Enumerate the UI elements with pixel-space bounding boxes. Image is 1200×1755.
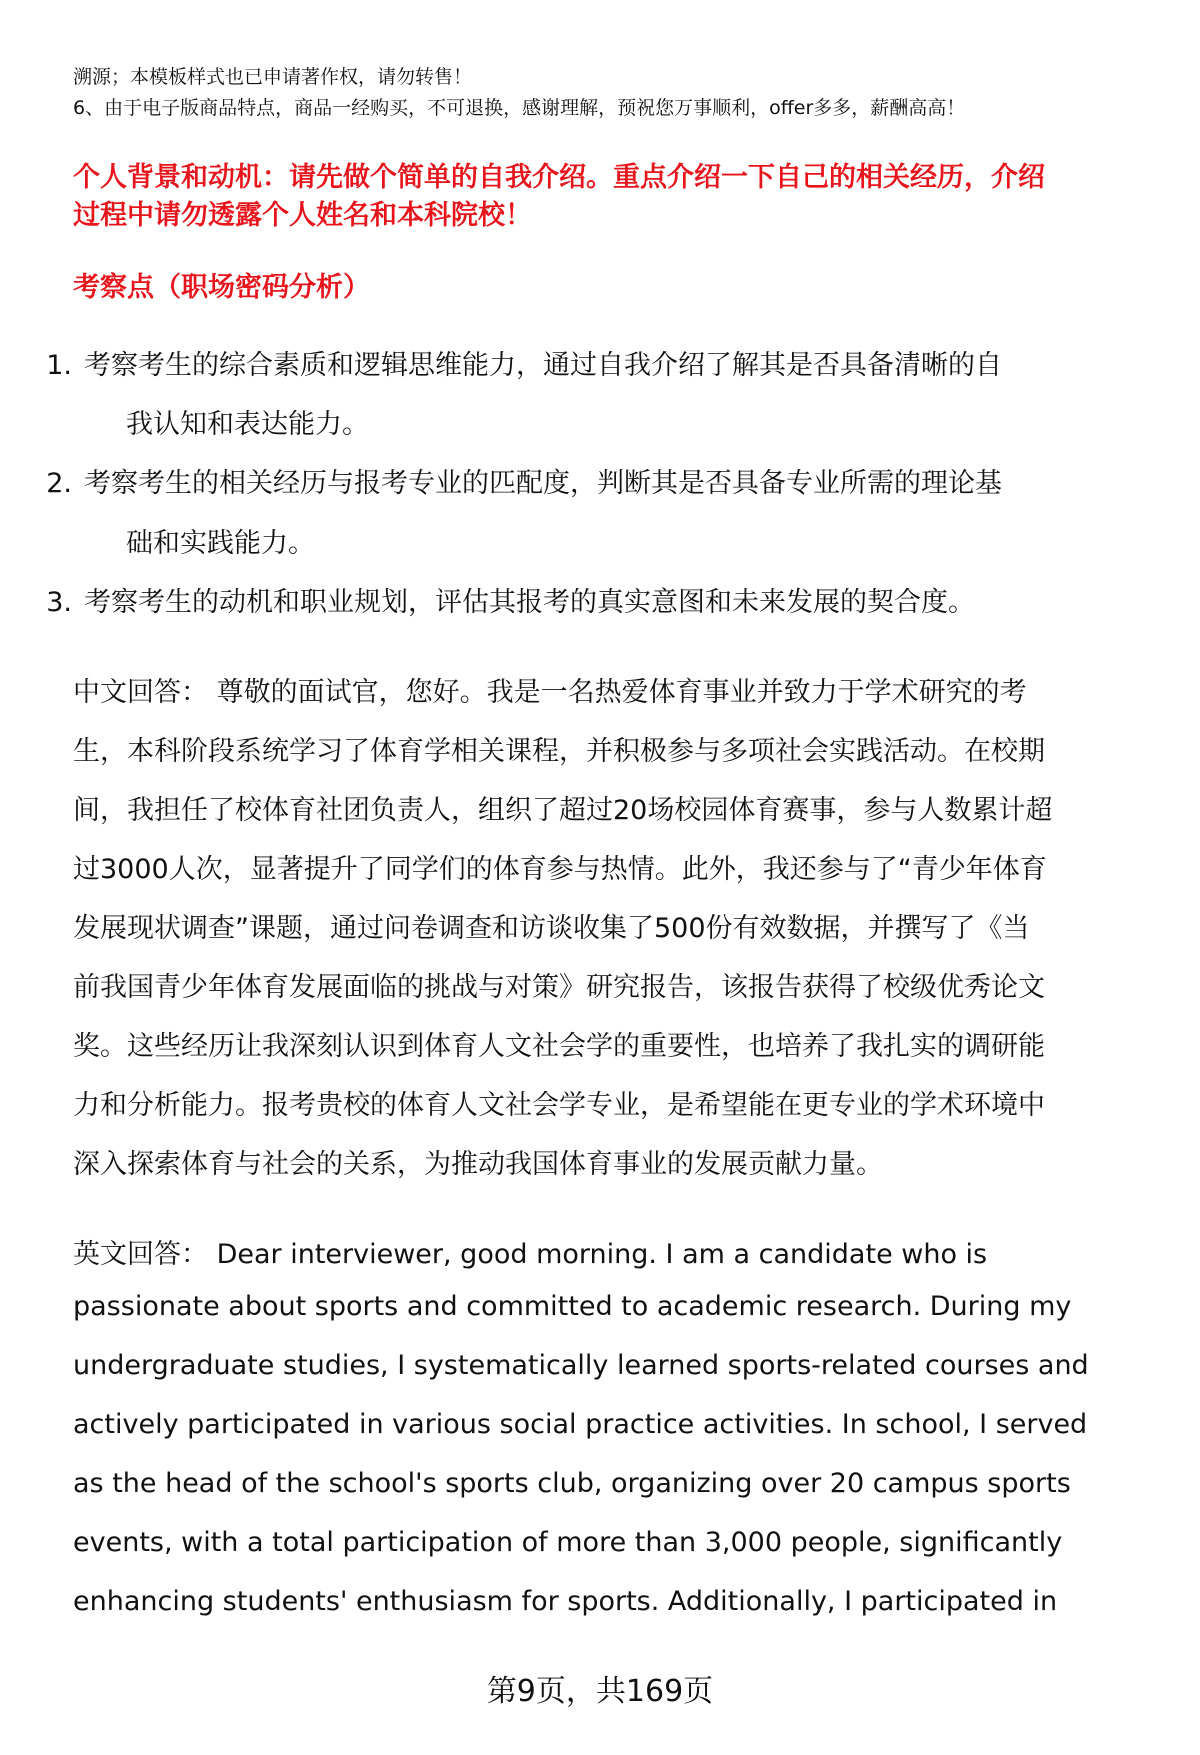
answer-line: as the head of the school's sports club, organizing over 20 campus sports: [73, 1468, 1071, 1499]
notice-line-1: 溯源；本模板样式也已申请著作权，请勿转售！: [73, 66, 473, 88]
answer-line: 奖。这些经历让我深刻认识到体育人文社会学的重要性，也培养了我扎实的调研能: [73, 1031, 1045, 1062]
page-number: 第9页，共169页: [486, 1674, 714, 1709]
answer-line: 力和分析能力。报考贵校的体育人文社会学专业，是希望能在更专业的学术环境中: [73, 1090, 1045, 1121]
point-number: 2.: [46, 468, 72, 499]
question-line-1: 个人背景和动机：请先做个简单的自我介绍。重点介绍一下自己的相关经历，介绍: [73, 162, 1045, 193]
answer-line: 发展现状调查”课题，通过问卷调查和访谈收集了500份有效数据，并撰写了《当: [73, 913, 1030, 944]
answer-line: 深入探索体育与社会的关系，为推动我国体育事业的发展贡献力量。: [73, 1149, 883, 1180]
point-text: 础和实践能力。: [126, 528, 315, 559]
answer-line: actively participated in various social practice activities. In school, I served: [73, 1409, 1088, 1440]
answer-line: 中文回答： 尊敬的面试官，您好。我是一名热爱体育事业并致力于学术研究的考: [73, 677, 1027, 708]
answer-line: 前我国青少年体育发展面临的挑战与对策》研究报告，该报告获得了校级优秀论文: [73, 972, 1045, 1003]
point-number: 3.: [46, 587, 72, 618]
answer-line: enhancing students' enthusiasm for sports. Additionally, I participated in: [73, 1586, 1058, 1617]
notice-line-2: 6、由于电子版商品特点，商品一经购买，不可退换，感谢理解，预祝您万事顺利，offer多多，薪酬高高！: [73, 97, 966, 119]
point-number: 1.: [46, 350, 72, 381]
section-title: 考察点（职场密码分析）: [73, 272, 370, 303]
answer-line: 生，本科阶段系统学习了体育学相关课程，并积极参与多项社会实践活动。在校期: [73, 736, 1045, 767]
answer-line: 过3000人次，显著提升了同学们的体育参与热情。此外，我还参与了“青少年体育: [73, 854, 1047, 885]
answer-line: 英文回答： Dear interviewer, good morning. I am a candidate who is: [73, 1239, 988, 1270]
point-text: 考察考生的综合素质和逻辑思维能力，通过自我介绍了解其是否具备清晰的自: [84, 350, 1002, 381]
answer-line: 间，我担任了校体育社团负责人，组织了超过20场校园体育赛事，参与人数累计超: [73, 795, 1053, 826]
point-text: 我认知和表达能力。: [126, 409, 369, 440]
question-line-2: 过程中请勿透露个人姓名和本科院校！: [73, 200, 532, 231]
point-text: 考察考生的相关经历与报考专业的匹配度，判断其是否具备专业所需的理论基: [84, 468, 1002, 499]
answer-line: passionate about sports and committed to academic research. During my: [73, 1291, 1072, 1322]
answer-line: undergraduate studies, I systematically learned sports-related courses and: [73, 1350, 1089, 1381]
answer-line: events, with a total participation of more than 3,000 people, significantly: [73, 1527, 1063, 1558]
point-text: 考察考生的动机和职业规划，评估其报考的真实意图和未来发展的契合度。: [84, 587, 975, 618]
